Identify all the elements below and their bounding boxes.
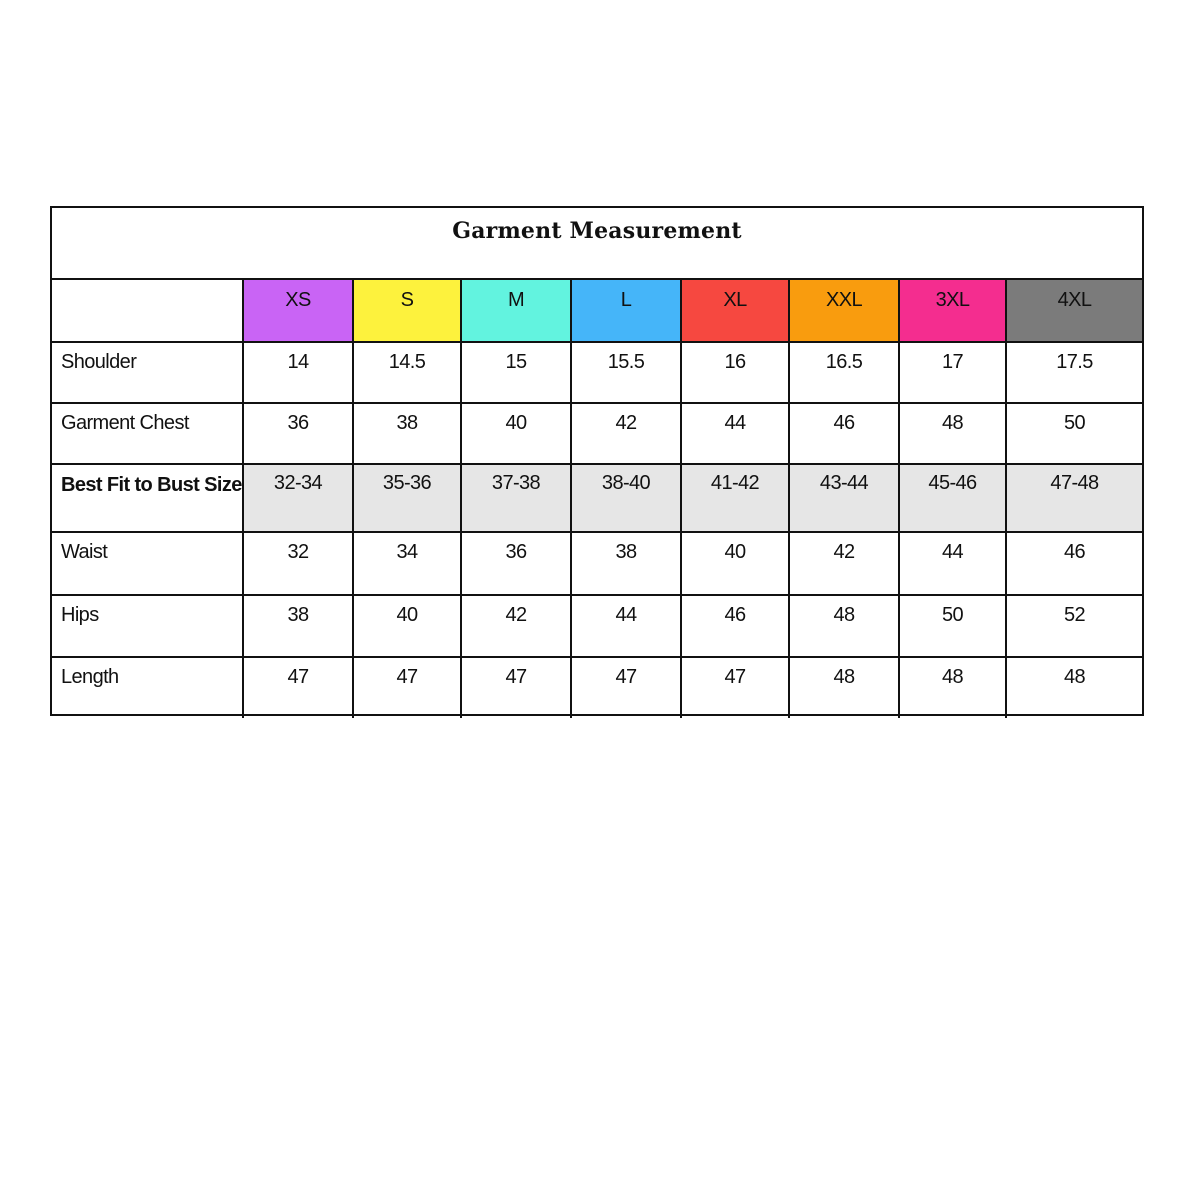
table-cell: 47	[353, 657, 461, 718]
table-cell: 16.5	[789, 342, 899, 403]
table-cell: 32	[243, 532, 353, 595]
table-cell: 17	[899, 342, 1006, 403]
table-cell: 38	[353, 403, 461, 464]
row-hips	[52, 595, 1142, 657]
table-cell: 46	[681, 595, 789, 657]
table-cell: 35-36	[353, 464, 461, 532]
row-waist	[52, 532, 1142, 595]
table-cell: 48	[789, 657, 899, 718]
row-best-fit-bust	[52, 464, 1142, 532]
row-label: Garment Chest	[52, 403, 243, 464]
table-cell: 50	[899, 595, 1006, 657]
size-xl: XL	[681, 280, 789, 342]
table-cell: 15	[461, 342, 571, 403]
size-4xl: 4XL	[1006, 280, 1142, 342]
table-cell: 45-46	[899, 464, 1006, 532]
row-garment-chest	[52, 403, 1142, 464]
size-3xl: 3XL	[899, 280, 1006, 342]
size-table	[52, 280, 1142, 718]
table-cell: 36	[243, 403, 353, 464]
table-cell: 14.5	[353, 342, 461, 403]
row-label: Shoulder	[52, 342, 243, 403]
table-cell: 38	[571, 532, 681, 595]
table-cell: 40	[461, 403, 571, 464]
table-cell: 32-34	[243, 464, 353, 532]
table-cell: 38-40	[571, 464, 681, 532]
row-label: Waist	[52, 532, 243, 595]
table-cell: 44	[899, 532, 1006, 595]
table-cell: 47	[681, 657, 789, 718]
row-label: Best Fit to Bust Size	[52, 464, 243, 532]
table-cell: 47	[461, 657, 571, 718]
table-cell: 42	[789, 532, 899, 595]
table-cell: 42	[571, 403, 681, 464]
table-cell: 46	[1006, 532, 1142, 595]
garment-measurement-chart	[50, 206, 1144, 716]
row-label: Hips	[52, 595, 243, 657]
table-cell: 14	[243, 342, 353, 403]
table-cell: 50	[1006, 403, 1142, 464]
size-m: M	[461, 280, 571, 342]
size-l: L	[571, 280, 681, 342]
table-cell: 52	[1006, 595, 1142, 657]
table-cell: 40	[681, 532, 789, 595]
size-s: S	[353, 280, 461, 342]
size-xxl: XXL	[789, 280, 899, 342]
table-cell: 47	[243, 657, 353, 718]
table-cell: 48	[789, 595, 899, 657]
table-cell: 38	[243, 595, 353, 657]
row-label: Length	[52, 657, 243, 718]
table-cell: 40	[353, 595, 461, 657]
size-header-row	[52, 280, 1142, 342]
table-cell: 34	[353, 532, 461, 595]
table-cell: 47-48	[1006, 464, 1142, 532]
table-cell: 37-38	[461, 464, 571, 532]
title-row	[52, 208, 1142, 280]
row-length	[52, 657, 1142, 718]
table-cell: 44	[681, 403, 789, 464]
chart-title: Garment Measurement	[452, 218, 742, 244]
table-cell: 48	[1006, 657, 1142, 718]
table-cell: 36	[461, 532, 571, 595]
table-cell: 42	[461, 595, 571, 657]
table-cell: 44	[571, 595, 681, 657]
table-cell: 48	[899, 657, 1006, 718]
table-cell: 15.5	[571, 342, 681, 403]
table-cell: 16	[681, 342, 789, 403]
table-cell: 46	[789, 403, 899, 464]
size-xs: XS	[243, 280, 353, 342]
corner-cell	[52, 280, 243, 342]
table-cell: 17.5	[1006, 342, 1142, 403]
table-cell: 47	[571, 657, 681, 718]
table-cell: 41-42	[681, 464, 789, 532]
table-cell: 43-44	[789, 464, 899, 532]
table-cell: 48	[899, 403, 1006, 464]
row-shoulder	[52, 342, 1142, 403]
